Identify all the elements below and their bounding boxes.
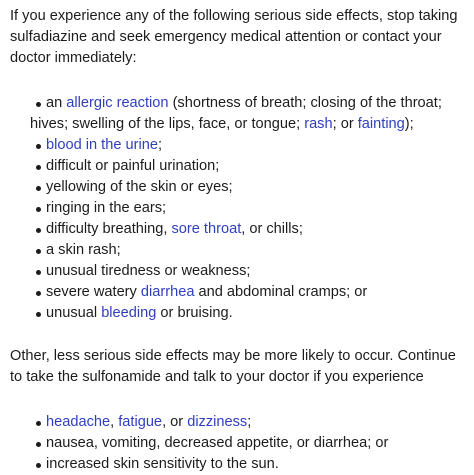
list-item-text [30,179,233,195]
text-segment: ; or [332,116,358,132]
bullet-icon [36,165,41,170]
link[interactable]: sore throat [171,221,242,237]
bullet-icon [36,291,41,296]
text-segment: ; [157,137,163,153]
list-item [10,454,472,475]
text-segment: difficult or painful urination; [46,158,220,174]
list-item [10,177,472,198]
bullet-icon [36,186,41,191]
list-item [10,135,472,156]
list-item [10,261,472,282]
link[interactable]: rash [304,116,333,132]
bullet-icon [36,463,41,468]
bullet-icon [36,228,41,233]
list-item [10,219,472,240]
text-segment: (shortness of breath; closing of the throat; hives; swelling of the lips, face, or tongue; [30,95,442,132]
link[interactable]: fainting [357,116,405,132]
text-segment: , or [162,414,188,430]
list-item-text [30,242,121,258]
list-item-text [30,284,367,300]
text-segment: ); [404,116,414,132]
list-item-text [30,263,250,279]
text-segment: difficulty breathing, [46,221,172,237]
bullet-icon [36,270,41,275]
other-side-effects-paragraph: Other, less serious side effects may be more likely to occur. Continue to take the sulfonamide and talk to your doctor if you experience [10,348,456,385]
list-item [10,198,472,219]
text-segment: an [46,95,67,111]
bullet-icon [36,249,41,254]
list-item-text [30,221,303,237]
bullet-icon [36,442,41,447]
intro-paragraph: If you experience any of the following serious side effects, stop taking sulfadiazine and seek emergency medical attention or contact your doctor immediately: [10,8,458,66]
link[interactable]: bleeding [101,305,157,321]
list-item [10,412,472,433]
list-item [10,156,472,177]
article-content [10,6,472,475]
text-segment: , or chills; [241,221,303,237]
link[interactable]: fatigue [118,414,163,430]
list-item-text [30,200,166,216]
text-segment: yellowing of the skin or eyes; [46,179,233,195]
link[interactable]: headache [46,414,111,430]
list-item [10,282,472,303]
bullet-icon [36,207,41,212]
text-segment: a skin rash; [46,242,121,258]
text-segment: unusual [46,305,102,321]
list-item-text [30,414,251,430]
list-item-text [30,456,279,472]
serious-side-effects-list [10,93,472,324]
less-serious-side-effects-list [10,412,472,475]
link[interactable]: allergic reaction [66,95,169,111]
link[interactable]: diarrhea [140,284,195,300]
list-item-text [30,158,219,174]
bullet-icon [36,421,41,426]
link[interactable]: dizziness [187,414,248,430]
text-segment: increased skin sensitivity to the sun. [46,456,279,472]
text-segment: or bruising. [156,305,233,321]
bullet-icon [36,102,41,107]
list-item [10,93,472,135]
list-item [10,433,472,454]
list-item [10,303,472,324]
list-item-text [30,95,442,132]
list-item [10,240,472,261]
text-segment: nausea, vomiting, decreased appetite, or diarrhea; or [46,435,389,451]
text-segment: and abdominal cramps; or [194,284,368,300]
list-item-text [30,435,388,451]
link[interactable]: blood in the urine [46,137,158,153]
text-segment: ringing in the ears; [46,200,167,216]
text-segment: ; [247,414,252,430]
list-item-text [30,137,162,153]
bullet-icon [36,312,41,317]
text-segment: unusual tiredness or weakness; [46,263,251,279]
list-item-text [30,305,233,321]
text-segment: severe watery [46,284,141,300]
text-segment: , [110,414,119,430]
bullet-icon [36,144,41,149]
